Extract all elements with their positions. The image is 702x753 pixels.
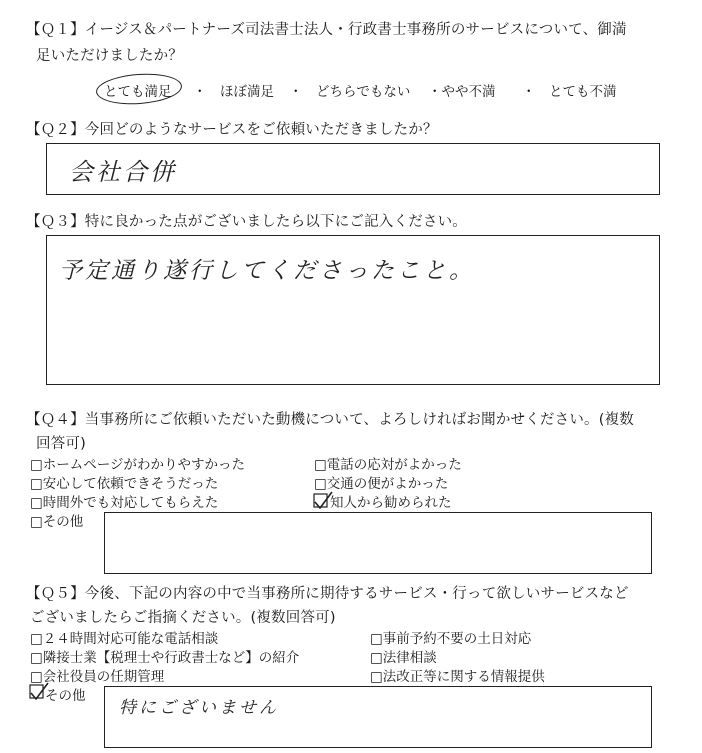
q4-option-after-hours[interactable]: □時間外でも対応してもらえた	[30, 495, 219, 511]
q5-other-box[interactable]	[104, 686, 652, 748]
q5-line2: ございましたらご指摘ください。(複数回答可)	[30, 610, 336, 626]
q2-answer-text: 会社合併	[69, 158, 177, 186]
q2-question: 【Ｑ２】今回どのようなサービスをご依頼いただきましたか？	[26, 122, 438, 138]
q4-line2: 回答可)	[36, 436, 86, 452]
q5-option-24h-phone[interactable]: □２４時間対応可能な電話相談	[30, 631, 219, 647]
q2-answer-box[interactable]	[46, 143, 660, 195]
q1-option-very-satisfied[interactable]: とても満足	[104, 84, 172, 100]
selection-circle	[95, 71, 183, 107]
q5-option-weekend[interactable]: □事前予約不要の土日対応	[370, 631, 532, 647]
q4-other-box[interactable]	[104, 512, 652, 574]
q1-option-neutral[interactable]: ・ どちらでもない	[289, 84, 411, 100]
q1-option-dissatisfied[interactable]: ・やや不満	[428, 84, 496, 100]
q3-question: 【Ｑ３】特に良かった点がございましたら以下にご記入ください。	[26, 214, 467, 230]
q5-line1: 【Ｑ５】今後、下記の内容の中で当事務所に期待するサービス・行って欲しいサービスなど	[26, 586, 629, 602]
q4-line1: 【Ｑ４】当事務所にご依頼いただいた動機について、よろしければお聞かせください。(複数	[26, 412, 634, 428]
q5-option-referral-professionals[interactable]: □隣接士業【税理士や行政書士など】の紹介	[30, 650, 300, 666]
q5-option-other[interactable]: その他	[45, 688, 86, 704]
q5-answer-text: 特にございません	[119, 698, 279, 718]
q4-option-referral[interactable]: 知人から勧められた	[330, 495, 452, 511]
q5-option-officer-term[interactable]: □会社役員の任期管理	[30, 669, 165, 685]
q4-option-website[interactable]: □ホームページがわかりやすかった	[30, 457, 245, 473]
q3-answer-box[interactable]	[46, 235, 660, 385]
q1-option-very-dissatisfied[interactable]: ・ とても不満	[522, 84, 617, 100]
q1-line1: 【Ｑ１】イージス＆パートナーズ司法書士法人・行政書士事務所のサービスについて、御満	[26, 22, 627, 38]
q3-answer-text: 予定通り遂行してくださったこと。	[59, 258, 475, 284]
q4-option-other[interactable]: □その他	[30, 514, 84, 530]
q5-option-legal-consult[interactable]: □法律相談	[370, 650, 437, 666]
q1-option-satisfied[interactable]: ・ ほぼ満足	[193, 84, 274, 100]
q4-option-trust[interactable]: □安心して依頼できそうだった	[30, 476, 219, 492]
q1-line2: 足いただけましたか？	[36, 48, 183, 64]
q5-option-law-updates[interactable]: □法改正等に関する情報提供	[370, 669, 545, 685]
q4-option-phone[interactable]: □電話の応対がよかった	[314, 457, 462, 473]
q4-option-access[interactable]: □交通の便がよかった	[314, 476, 449, 492]
